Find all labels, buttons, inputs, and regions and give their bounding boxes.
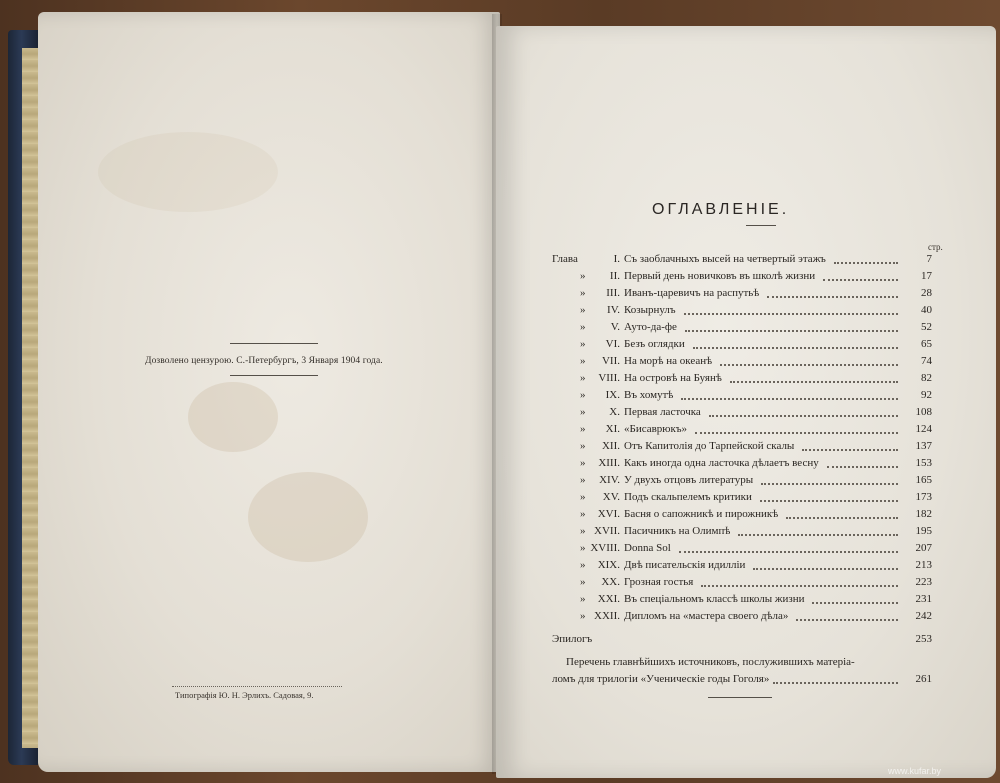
chapter-title-wrap — [624, 336, 898, 353]
chapter-title-wrap — [624, 285, 898, 302]
chapter-title: У двухъ отцовъ литературы — [624, 474, 754, 486]
toc-row — [552, 353, 932, 370]
ditto-mark: » — [580, 457, 586, 469]
ditto-mark: » — [580, 304, 586, 316]
chapter-numeral: VII. — [601, 355, 620, 367]
toc-row — [552, 251, 932, 268]
printer-line: Типографія Ю. Н. Эрлихъ. Садовая, 9. — [175, 690, 314, 700]
chapter-numeral: XV. — [602, 491, 620, 503]
chapter-numeral: III. — [606, 287, 620, 299]
toc-title: ОГЛАВЛЕНІЕ. — [652, 201, 790, 218]
chapter-title-wrap — [624, 540, 898, 557]
chapter-title-wrap — [624, 455, 898, 472]
chapter-page-number: 108 — [915, 406, 932, 418]
ditto-mark: » — [580, 423, 586, 435]
ditto-mark: » — [580, 508, 586, 520]
chapter-title: Въ хомутѣ — [624, 389, 674, 401]
chapter-title: На морѣ на океанѣ — [624, 355, 713, 367]
ditto-mark: » — [580, 355, 586, 367]
chapter-numeral: XIX. — [597, 559, 620, 571]
paper-stain — [248, 472, 368, 562]
chapter-page-number: 52 — [921, 321, 932, 333]
toc-row — [552, 574, 932, 591]
chapter-numeral: X. — [609, 406, 620, 418]
ditto-mark: » — [580, 559, 586, 571]
chapter-title: Подъ скальпелемъ критики — [624, 491, 752, 503]
chapter-title: «Бисаврюкъ» — [624, 423, 688, 435]
toc-row — [552, 285, 932, 302]
chapter-title-wrap — [624, 353, 898, 370]
chapter-numeral: IV. — [607, 304, 620, 316]
chapter-page-number: 213 — [915, 559, 932, 571]
chapter-numeral: V. — [610, 321, 620, 333]
chapter-title: Двѣ писательскія идилліи — [624, 559, 746, 571]
chapter-page-number: 182 — [915, 508, 932, 520]
watermark: www.kufar.by — [888, 766, 942, 776]
ditto-mark: » — [580, 576, 586, 588]
chapter-title-wrap — [624, 404, 898, 421]
chapter-title-wrap — [624, 421, 898, 438]
sources-page-number: 261 — [915, 673, 932, 685]
chapter-title: Дипломъ на «мастера своего дѣла» — [624, 610, 789, 622]
chapter-title: Безъ оглядки — [624, 338, 685, 350]
chapter-title-wrap — [624, 557, 898, 574]
chapter-title: Donna Sol — [624, 542, 671, 554]
ditto-mark: » — [580, 610, 586, 622]
chapter-numeral: XIII. — [598, 457, 620, 469]
title-rule — [746, 225, 776, 226]
censor-rule-bottom — [230, 375, 318, 376]
chapter-title: Иванъ-царевичъ на распутьѣ — [624, 287, 760, 299]
chapter-numeral: I. — [613, 253, 620, 265]
ditto-mark: » — [580, 389, 586, 401]
chapter-title: Первая ласточка — [624, 406, 701, 418]
table-of-contents — [552, 251, 932, 688]
chapter-numeral: XVIII. — [590, 542, 620, 554]
ditto-mark: » — [580, 406, 586, 418]
toc-row — [552, 591, 932, 608]
chapter-page-number: 207 — [915, 542, 932, 554]
epilogue-title: Эпилогъ — [552, 633, 593, 645]
chapter-page-number: 242 — [915, 610, 932, 622]
ditto-mark: » — [580, 525, 586, 537]
toc-row — [552, 455, 932, 472]
chapter-title: Отъ Капитолія до Тарпейской скалы — [624, 440, 795, 452]
page-column-label: стр. — [928, 242, 943, 252]
leader-dots — [773, 682, 898, 684]
toc-row — [552, 472, 932, 489]
chapter-title-wrap — [624, 302, 898, 319]
chapter-page-number: 153 — [915, 457, 932, 469]
epilogue-page-number: 253 — [915, 633, 932, 645]
ditto-mark: » — [580, 474, 586, 486]
chapter-title: Грозная гостья — [624, 576, 694, 588]
chapter-title: Ауто-да-фе — [624, 321, 677, 333]
chapter-page-number: 173 — [915, 491, 932, 503]
chapter-title: Первый день новичковъ въ школѣ жизни — [624, 270, 816, 282]
chapter-title: Съ заоблачныхъ высей на четвертый этажъ — [624, 253, 826, 265]
toc-row — [552, 319, 932, 336]
censor-rule-top — [230, 343, 318, 344]
sources-line-1: Перечень главнѣйшихъ источниковъ, послужившихъ матеріа- — [566, 656, 855, 668]
toc-row — [552, 438, 932, 455]
ditto-mark: » — [580, 338, 586, 350]
chapter-page-number: 223 — [915, 576, 932, 588]
chapter-page-number: 82 — [921, 372, 932, 384]
left-page — [38, 12, 500, 772]
chapter-page-number: 28 — [921, 287, 932, 299]
chapter-title: Басня о сапожникѣ и пирожникѣ — [624, 508, 779, 520]
chapter-title-wrap — [624, 523, 898, 540]
chapter-page-number: 7 — [926, 253, 932, 265]
paper-stain — [98, 132, 278, 212]
chapter-numeral: IX. — [605, 389, 620, 401]
ditto-mark: » — [580, 372, 586, 384]
chapter-numeral: XX. — [601, 576, 620, 588]
chapter-numeral: XII. — [601, 440, 620, 452]
epilogue-row — [552, 631, 932, 648]
chapter-numeral: VIII. — [598, 372, 620, 384]
ditto-mark: » — [580, 287, 586, 299]
chapter-numeral: XXII. — [594, 610, 620, 622]
chapter-title-wrap — [624, 489, 898, 506]
sources-row — [552, 671, 932, 688]
ditto-mark: » — [580, 593, 586, 605]
toc-row — [552, 268, 932, 285]
chapter-title: Пасичникъ на Олимпѣ — [624, 525, 731, 537]
chapter-page-number: 74 — [921, 355, 932, 367]
chapter-page-number: 165 — [915, 474, 932, 486]
chapter-title: Какъ иногда одна ласточка дѣлаетъ весну — [624, 457, 819, 469]
chapter-title-wrap — [624, 319, 898, 336]
toc-row — [552, 506, 932, 523]
chapter-page-number: 137 — [915, 440, 932, 452]
end-rule — [708, 697, 772, 698]
toc-row — [552, 370, 932, 387]
toc-row — [552, 557, 932, 574]
toc-row — [552, 540, 932, 557]
paper-stain — [188, 382, 278, 452]
chapter-title-wrap — [624, 268, 898, 285]
chapter-title-wrap — [624, 506, 898, 523]
ditto-mark: » — [580, 491, 586, 503]
chapter-page-number: 231 — [915, 593, 932, 605]
chapter-title-wrap — [624, 608, 898, 625]
chapter-title: Козырнулъ — [624, 304, 676, 316]
ditto-mark: » — [580, 440, 586, 452]
toc-row — [552, 336, 932, 353]
ditto-mark: » — [580, 270, 586, 282]
chapter-title-wrap — [624, 574, 898, 591]
toc-row — [552, 523, 932, 540]
chapter-title-wrap — [624, 472, 898, 489]
chapter-numeral: XVI. — [597, 508, 620, 520]
ditto-mark: » — [580, 542, 586, 554]
sources-line-2: ломъ для трилогіи «Ученическіе годы Гоголя» — [552, 673, 770, 685]
toc-row — [552, 302, 932, 319]
toc-row — [552, 387, 932, 404]
ditto-mark: » — [580, 321, 586, 333]
chapter-page-number: 40 — [921, 304, 932, 316]
chapter-title-wrap — [624, 591, 898, 608]
toc-row — [552, 404, 932, 421]
chapter-numeral: XXI. — [597, 593, 620, 605]
toc-row — [552, 608, 932, 625]
chapter-word: Глава — [552, 253, 578, 265]
toc-row — [552, 489, 932, 506]
printer-dotted-rule — [172, 686, 342, 687]
toc-row — [552, 421, 932, 438]
chapter-numeral: XVII. — [594, 525, 620, 537]
chapter-title-wrap — [624, 387, 898, 404]
chapter-numeral: XIV. — [599, 474, 620, 486]
chapter-numeral: II. — [609, 270, 620, 282]
chapter-page-number: 195 — [915, 525, 932, 537]
chapter-page-number: 124 — [915, 423, 932, 435]
chapter-page-number: 65 — [921, 338, 932, 350]
chapter-title: Въ спеціальномъ классѣ школы жизни — [624, 593, 805, 605]
chapter-title: На островѣ на Буянѣ — [624, 372, 722, 384]
chapter-page-number: 92 — [921, 389, 932, 401]
chapter-title-wrap — [624, 370, 898, 387]
chapter-numeral: VI. — [605, 338, 620, 350]
censorship-approval-line: Дозволено цензурою. С.-Петербургъ, 3 Января 1904 года. — [145, 356, 383, 366]
chapter-page-number: 17 — [921, 270, 932, 282]
chapter-title-wrap — [624, 251, 898, 268]
chapter-numeral: XI. — [605, 423, 620, 435]
chapter-title-wrap — [624, 438, 898, 455]
